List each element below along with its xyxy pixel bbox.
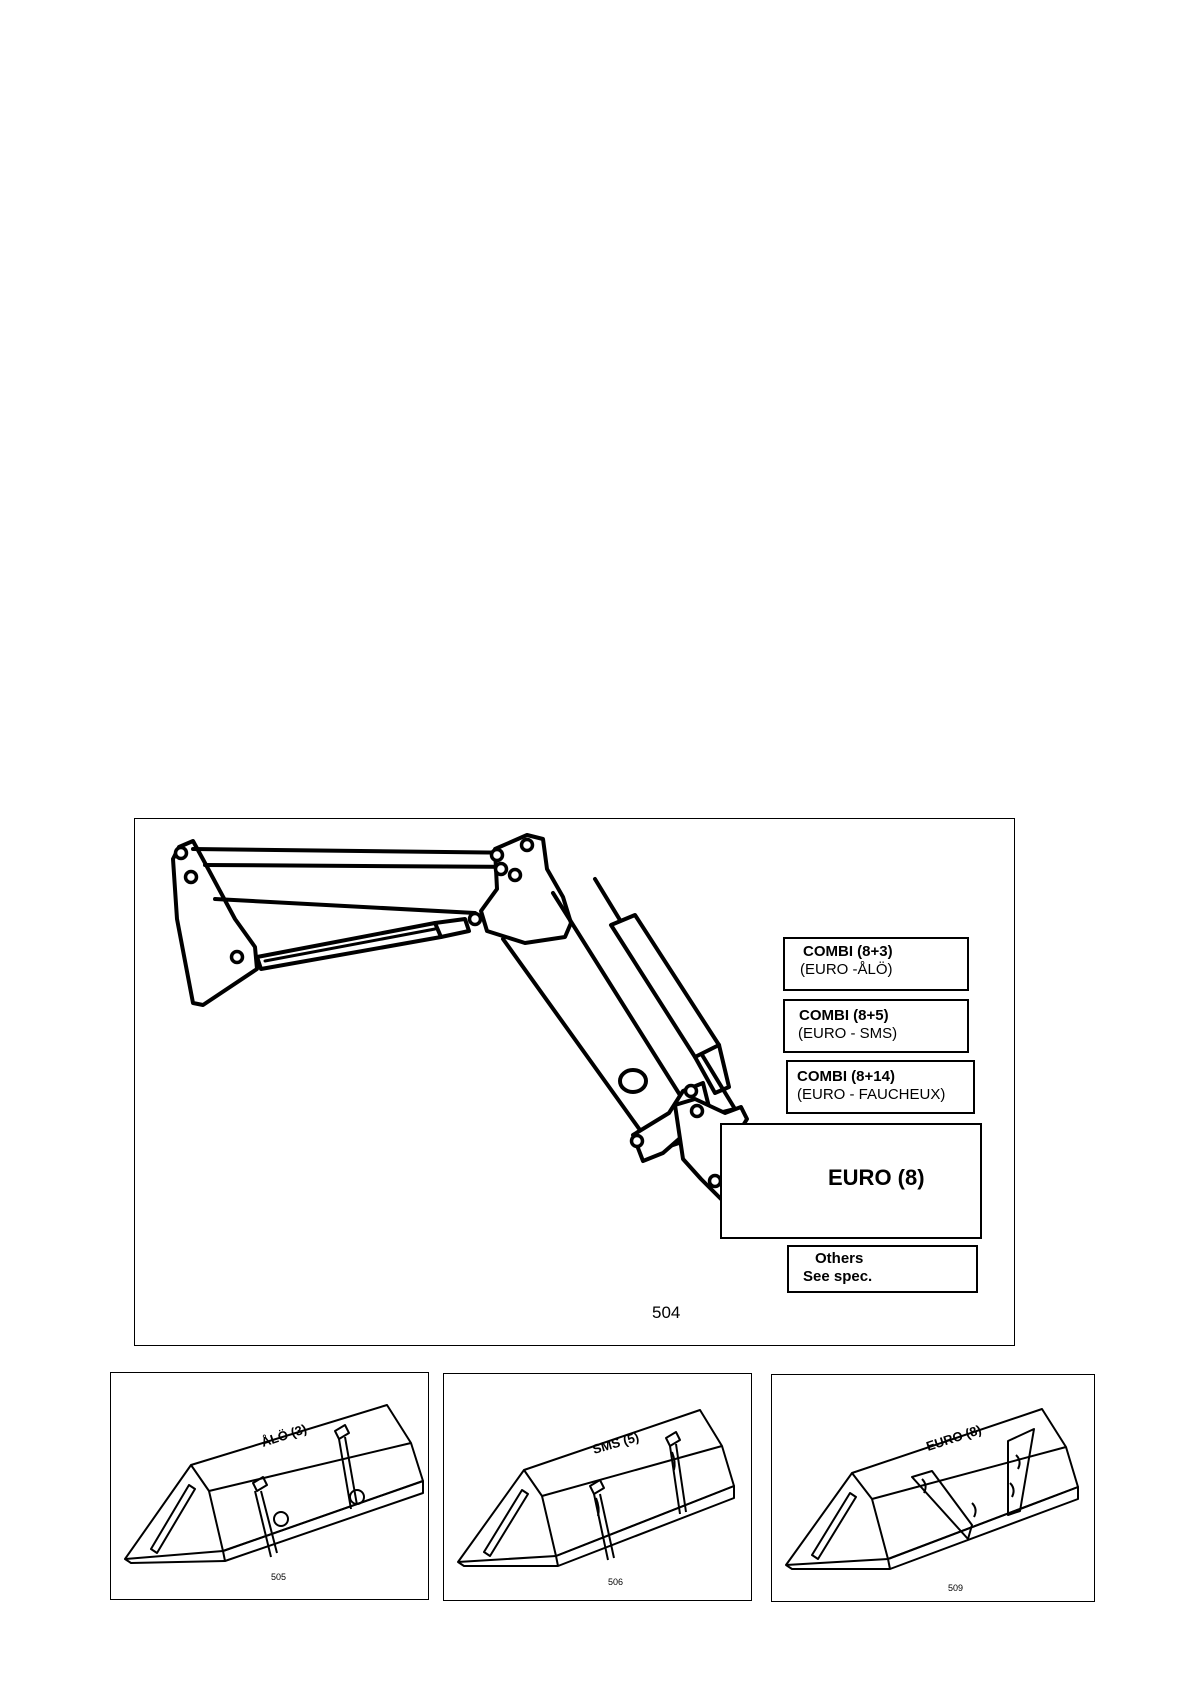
bucket-euro-label: EURO (8)	[924, 1421, 984, 1454]
bucket-sms-drawing	[444, 1374, 753, 1602]
label-others-line2: See spec.	[803, 1268, 873, 1285]
bucket-sms-number: 506	[608, 1577, 624, 1587]
label-combi-faucheux	[786, 1060, 975, 1114]
figure-number: 504	[652, 1303, 681, 1322]
main-figure-frame	[134, 818, 1015, 1346]
bucket-figure-sms	[443, 1373, 752, 1601]
label-combi-faucheux-sub: (EURO - FAUCHEUX)	[797, 1086, 946, 1103]
bucket-alo-number: 505	[271, 1572, 287, 1582]
label-others	[787, 1245, 978, 1293]
bucket-figure-euro	[771, 1374, 1095, 1602]
bucket-euro-drawing	[772, 1375, 1096, 1603]
bucket-alo-drawing	[111, 1373, 430, 1601]
label-combi-sms	[783, 999, 969, 1053]
bucket-figure-alo	[110, 1372, 429, 1600]
label-combi-faucheux-title: COMBI (8+14)	[797, 1068, 895, 1085]
label-others-line1: Others	[815, 1250, 864, 1267]
label-combi-alo-sub: (EURO -ÅLÖ)	[800, 961, 893, 978]
label-combi-sms-title: COMBI (8+5)	[799, 1007, 889, 1024]
bucket-alo-label: ÅLÖ (3)	[259, 1421, 309, 1450]
bucket-euro-number: 509	[948, 1583, 964, 1593]
label-euro	[720, 1123, 982, 1239]
label-combi-alo-title: COMBI (8+3)	[803, 943, 893, 960]
bucket-sms-label: SMS (5)	[590, 1429, 641, 1457]
label-combi-sms-sub: (EURO - SMS)	[798, 1025, 898, 1042]
label-euro-title: EURO (8)	[828, 1165, 925, 1190]
label-combi-alo	[783, 937, 969, 991]
